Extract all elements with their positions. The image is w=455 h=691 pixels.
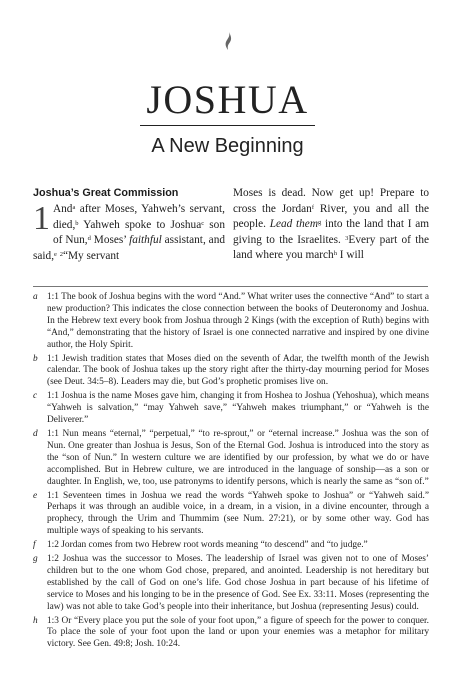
text-column-right: Moses is dead. Now get up! Prepare to cross the Jordan$^f$ River, you and all the people. Lead them$^g$ into the land that I am giving to the Israelites. $^3$Every part of the land where you march$^h$ I will (233, 187, 429, 261)
footnote-text: 1:1 Nun means “eternal,” “perpetual,” “to re-sprout,” or “eternal increase.” Joshua was the son of Nun. One greater than Joshua is Jesus, Son of the Eternal God. Joshua is introduced into the story as the “son of Nun.” In western culture we are identified by our profession, by what we do or have accomplished. But in Hebrew culture, we are introduced in the language of sonship—as a son or daughter. In English, we, too, use patronyms to identify persons, which is nearly the same as “son of.” (47, 428, 429, 487)
chapter-number: 1 (33, 200, 50, 237)
flame-ornament-icon (224, 32, 233, 50)
footnote (33, 292, 429, 352)
footnote-letter: h (33, 615, 38, 626)
footnote (33, 540, 429, 552)
footnotes (33, 292, 429, 653)
footnote-text: 1:2 Joshua was the successor to Moses. The leadership of Israel was given not to one of Moses’ children but to the one whom God chose, prepared, and anointed. Leadership is not hereditary but established by the call of God on one’s life. God chose Joshua in part because of his lifetime of service to Moses and his longing to be in the presence of God. See Ex. 33:11. Moses (representing the law) was not able to take God’s people into their inheritance, but Joshua (representing Jesus) could. (47, 554, 429, 612)
footnote (33, 391, 429, 427)
footnote-letter: a (33, 292, 38, 302)
footnote-letter: c (33, 391, 38, 402)
footnote (33, 491, 429, 539)
footnote (33, 429, 429, 489)
footnote-letter: f (33, 540, 36, 551)
footnote-text: 1:1 The book of Joshua begins with the word “And.” What writer uses the connective “And” to start a new production? This indicates the close connection between the books of Deuteronomy and Joshua. In the Hebrew text every book from Joshua through 2 Kings (with the exception of Ruth) begins with “And,” demonstrating that the history of Israel is one connected narrative and inspired by one divine author, the Holy Spirit. (47, 292, 429, 350)
footnote-text: 1:1 Seventeen times in Joshua we read the words “Yahweh spoke to Joshua” or “Yahweh said.” Perhaps it was through an audible voice, in a dream, in a vision, in a divine encounter, through a prophecy, through the Urim and Thummim (see Num. 27:21), or by some other way. God has multiple ways of speaking to his servants. (47, 490, 429, 537)
footnote-text: 1:1 Joshua is the name Moses gave him, changing it from Hoshea to Joshua (Yehoshua), which means “Yahweh is salvation,” “may Yahweh save,” “Yahweh makes triumphant,” or “Yahweh is the Deliverer.” (47, 391, 429, 426)
footnote (33, 616, 429, 652)
footnote-text: 1:3 Or “Every place you put the sole of your foot upon,” a figure of speech for the power to conquer. To place the sole of your foot upon the land or upon your enemies was a metaphor for military victory. See Gen. 49:8; Josh. 10:24. (47, 615, 429, 650)
footnotes-divider (33, 286, 428, 287)
footnote-letter: d (33, 428, 38, 439)
section-heading: Joshua’s Great Commission (33, 187, 179, 199)
footnote-letter: e (33, 490, 38, 501)
footnote-letter: b (33, 353, 38, 364)
title-divider (140, 125, 315, 126)
footnote-letter: g (33, 554, 38, 565)
book-subtitle: A New Beginning (151, 135, 304, 157)
footnote (33, 554, 429, 614)
text-column-left: Joshua’s Great Commission 1 And$^a$ after Moses, Yahweh’s servant, died,$^b$ Yahweh spoke to Joshua$^c$ son of Nun,$^d$ Moses’ faithful assistant, and said,$^e$ $^2$“My servant (33, 187, 225, 262)
footnote-text: 1:1 Jewish tradition states that Moses died on the seventh of Adar, the twelfth month of the Jewish calendar. The book of Joshua takes up the story right after the thirty-day mourning period for Moses (see Deut. 34:5–8). Leaders may die, but God’s prophetic promises live on. (47, 353, 429, 388)
footnote (33, 354, 429, 390)
footnote-text: 1:2 Jordan comes from two Hebrew root words meaning “to descend” and “to judge.” (47, 540, 368, 551)
book-title: JOSHUA (146, 77, 309, 122)
